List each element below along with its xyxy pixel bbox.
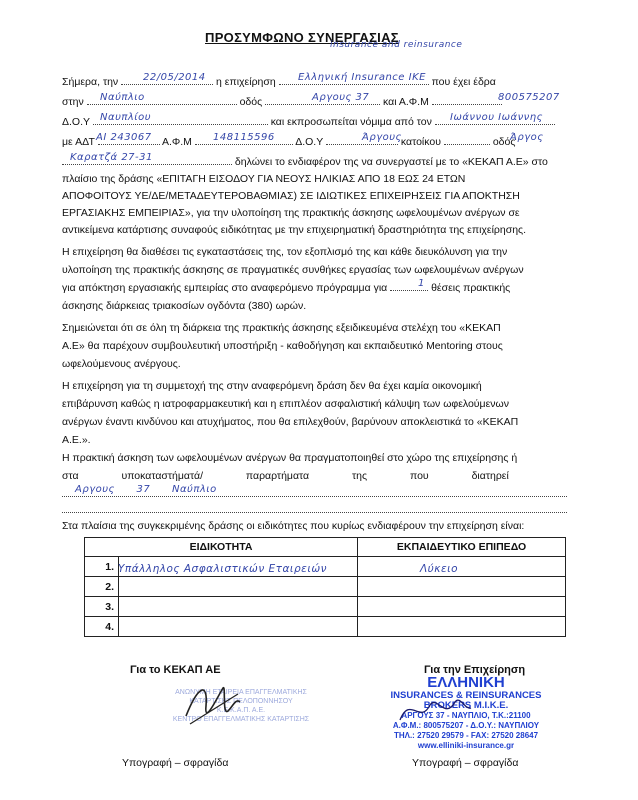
doy-field: Ναυπλίου [100, 112, 152, 123]
adt-field: ΑΙ 243067 [96, 132, 152, 143]
company-signature-footer: Υπογραφή – σφραγίδα [412, 757, 519, 769]
page-title: ΠΡΟΣΥΜΦΩΝΟ ΣΥΝΕΡΓΑΣΙΑΣ [205, 30, 399, 45]
afm-field: 800575207 [498, 92, 560, 103]
city-field: Ναύπλιο [100, 92, 145, 103]
line-12: για απόκτηση εργασιακής εμπειρίας στο αναφερόμενο πρόγραμμα για θέσεις πρακτικής [62, 282, 511, 294]
education-cell [358, 577, 566, 597]
line-14: Σημειώνεται ότι σε όλη τη διάρκεια της πρακτικής άσκησης εξειδικευμένα στελέχη του «ΚΕΚΑΠ [62, 322, 501, 334]
table-row [85, 617, 566, 637]
line-10: Η επιχείρηση θα διαθέσει τις εγκαταστάσεις της, τον εξοπλισμό της και κάθε διευκόλυνση για την [62, 246, 508, 258]
company-signature-label: Για την Επιχείρηση [424, 664, 526, 676]
specialty-header: ΕΙΔΙΚΟΤΗΤΑ [85, 538, 358, 557]
kekap-stamp: ΑΝΩΝΥΜΗ ΕΤΑΙΡΕΙΑ ΕΠΑΓΓΕΛΜΑΤΙΚΗΣ ΚΑΤΑΡΤΙΣΗΣ ΠΕΛΟΠΟΝΝΗΣΟΥ Κ.Ε.Κ.Α.Π. Α.Ε. ΚΕΝΤΡΟ ΕΠΑΓΓΕΛΜΑΤΙΚΗΣ ΚΑΤΑΡΤΙΣΗΣ [172, 689, 310, 723]
positions-field: 1 [418, 278, 425, 289]
specialty-cell [119, 597, 358, 617]
table-header-row [85, 538, 566, 557]
line-2: στην οδός και Α.Φ.Μ [62, 96, 502, 109]
line-16: ωφελούμενους ανέργους. [62, 358, 181, 370]
rep-street-field: Καρατζά 27-31 [70, 152, 153, 163]
row-number: 2. [85, 577, 119, 597]
specialties-table [84, 537, 566, 637]
row-number: 3. [85, 597, 119, 617]
line-21: Η πρακτική άσκηση των ωφελουμένων ανέργων θα πραγματοποιηθεί στο χώρο της επιχείρησης ή [62, 452, 518, 464]
line-13: άσκησης διάρκειας τριακοσίων ογδόντα (380) ωρών. [62, 300, 307, 312]
line-1: Σήμερα, την η επιχείρηση που έχει έδρα [62, 76, 496, 88]
representative-field: Ιωάννου Ιωάννης [450, 112, 543, 123]
level-1-handwritten: Λύκειο [420, 563, 459, 575]
row-number: 4. [85, 617, 119, 637]
line-22: στα υποκαταστήματά/ παραρτήματα της που διατηρεί [62, 470, 509, 482]
line-20: Α.Ε.». [62, 434, 91, 446]
line-7: ΑΠΟΦΟΙΤΟΥΣ ΥΕ/ΔΕ/ΜΕΤΑΔΕΥΤΕΡΟΒΑΘΜΙΑΣ) ΣΕ ΙΔΙΩΤΙΚΕΣ ΕΠΙΧΕΙΡΗΣΕΙΣ ΓΙΑ ΑΠΟΚΤΗΣΗ [62, 190, 520, 202]
rep-city-field: Άργος [510, 132, 544, 143]
date-field: 22/05/2014 [143, 72, 206, 83]
line-11: υλοποίηση της πρακτικής άσκησης σε πραγματικές συνθήκες εργασίας των ωφελουμένων ανέργων [62, 264, 524, 276]
line-8: ΕΡΓΑΣΙΑΚΗΣ ΕΜΠΕΙΡΙΑΣ», για την υλοποίηση της πρακτικής άσκησης ωφελουμένων ανέργων σε [62, 207, 520, 219]
specialty-1-handwritten: Υπάλληλος Ασφαλιστικών Εταιρειών [118, 563, 328, 575]
line-15: Α.Ε» θα παρέχουν συμβουλευτική υποστήριξη - καθοδήγηση και εκπαιδευτικό Mentoring στους [62, 340, 503, 352]
kekap-signature [178, 676, 248, 736]
line-5: δηλώνει το ενδιαφέρον της να συνεργαστεί με το «ΚΕΚΑΠ Α.Ε» στο [62, 156, 548, 169]
table-row [85, 577, 566, 597]
line-9: αντικείμενα κατάρτισης συναφούς ειδικότητας με την επιχειρηματική δραστηριότητα της επιχείρησης. [62, 224, 527, 236]
line-3: Δ.Ο.Υ και εκπροσωπείται νόμιμα από τον [62, 116, 555, 129]
kekap-signature-label: Για το ΚΕΚΑΠ ΑΕ [130, 664, 221, 676]
specialty-cell [119, 577, 358, 597]
education-cell [358, 617, 566, 637]
company-signature [395, 690, 475, 730]
line-18: επιβάρυνση καθώς η ιατροφαρμακευτική και η επιπλέον ασφαλιστική κάλυψη των ωφελούμενων [62, 398, 509, 410]
blank-dotted-line [62, 512, 567, 513]
table-row [85, 597, 566, 617]
line-4: με ΑΔΤ Α.Φ.Μ Δ.Ο.Υ κατοίκου οδός [62, 136, 516, 148]
education-cell [358, 557, 566, 577]
street-field: Αργους 37 [312, 92, 370, 103]
branch-dotted-line [62, 496, 567, 497]
company-stamp: ΕΛΛΗΝΙΚΗ INSURANCES & REINSURANCES BROKERS M.I.K.E. ΑΡΓΟΥΣ 37 - ΝΑΥΠΛΙΟ, Τ.Κ.:21100 Α.Φ.Μ.: 800575207 - Δ.Ο.Υ.: ΝΑΥΠΛΙΟΥ ΤΗΛ.: 27520 29579 - FAX: 27520 28647 www.elliniki-insurance.gr [390, 674, 542, 750]
company-field: Ελληνική Insurance ΙΚΕ [298, 72, 426, 83]
education-cell [358, 597, 566, 617]
education-level-header: ΕΚΠΑΙΔΕΥΤΙΚΟ ΕΠΙΠΕΔΟ [358, 538, 566, 557]
line-23: Στα πλαίσια της συγκεκριμένης δράσης οι ειδικότητες που κυρίως ενδιαφέρουν την επιχείρηση είναι: [62, 520, 525, 532]
line-19: ανέργων έναντι κινδύνου και ατυχήματος, που θα επιλεχθούν, βαρύνουν αποκλειστικά το «ΚΕΚΑΠ [62, 416, 519, 428]
line-6: πλαίσιο της δράσης «ΕΠΙΤΑΓΗ ΕΙΣΟΔΟΥ ΓΙΑ ΝΕΟΥΣ ΗΛΙΚΙΑΣ ΑΠΟ 18 ΕΩΣ 24 ΕΤΩΝ [62, 173, 466, 185]
rep-doy-field: Άργους [362, 132, 402, 143]
branch-field: Αργους 37 Ναύπλιο [75, 484, 217, 495]
top-handwritten-note: insurance and reinsurance [330, 40, 463, 50]
line-17: Η επιχείρηση για τη συμμετοχή της στην αναφερόμενη δράση δεν θα έχει καμία οικονομική [62, 380, 482, 392]
kekap-signature-footer: Υπογραφή – σφραγίδα [122, 757, 229, 769]
rep-afm-field: 148115596 [213, 132, 275, 143]
specialty-cell [119, 617, 358, 637]
row-number: 1. [85, 557, 119, 577]
